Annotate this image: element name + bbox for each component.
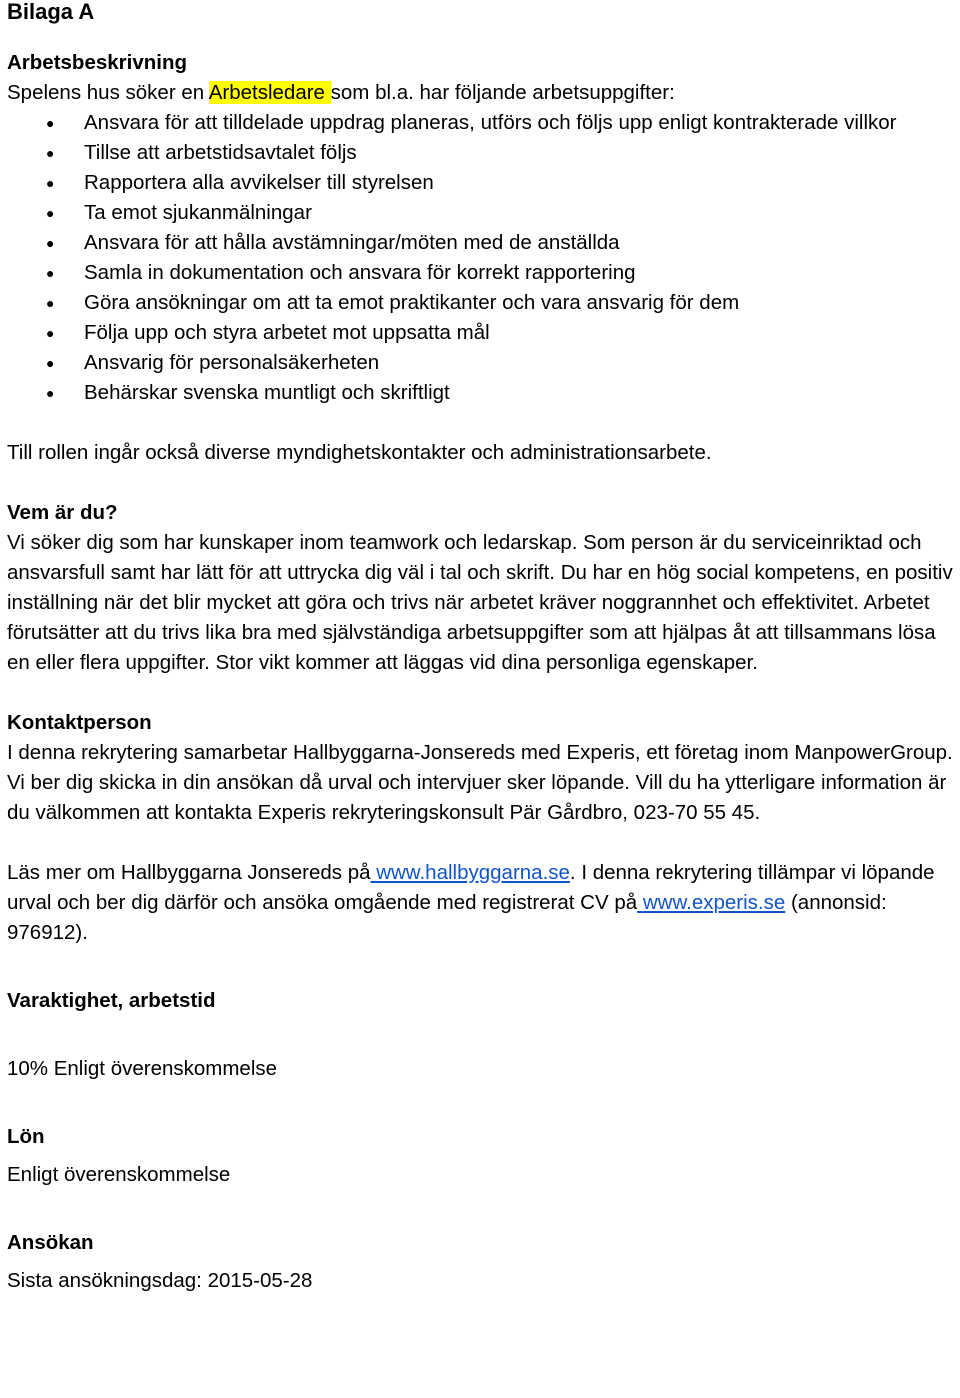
spacer: [7, 1084, 960, 1122]
duration-section: [7, 986, 960, 1084]
contact-section: [7, 708, 960, 948]
list-item: ● Rapportera alla avvikelser till styrelsen: [7, 168, 960, 198]
bullet-icon: ●: [46, 295, 55, 311]
job-intro-post: som bl.a. har följande arbetsuppgifter:: [330, 81, 675, 104]
application-section: [7, 1228, 960, 1296]
list-item: ● Samla in dokumentation och ansvara för korrekt rapportering: [7, 258, 960, 288]
hallbyggarna-link[interactable]: www.hallbyggarna.se: [370, 861, 570, 884]
read-more: Läs mer om Hallbyggarna Jonsereds på www.hallbyggarna.se. I denna rekrytering tillämpar vi löpande urval och ber dig därför och ansöka omgående med registrerat CV på www.experis.se (annonsid: 976912).: [7, 861, 935, 944]
list-item: ● Ansvara för att hålla avstämningar/möten med de anställda: [7, 228, 960, 258]
list-item: ● Följa upp och styra arbetet mot uppsatta mål: [7, 318, 960, 348]
bullet-icon: ●: [46, 175, 55, 191]
spacer: [7, 1152, 960, 1160]
bullet-icon: ●: [46, 385, 55, 401]
salary-text: Enligt överenskommelse: [7, 1163, 231, 1186]
bullet-icon: ●: [46, 355, 55, 371]
spacer: [7, 468, 960, 498]
bullet-icon: ●: [46, 145, 55, 161]
salary-section: [7, 1122, 960, 1190]
document-title: Bilaga A: [7, 0, 95, 24]
contact-heading: Kontaktperson: [7, 711, 152, 734]
bullet-icon: ●: [46, 265, 55, 281]
experis-link[interactable]: www.experis.se: [642, 891, 786, 914]
application-heading: Ansökan: [7, 1231, 94, 1254]
spacer: [7, 948, 960, 986]
list-item: ● Ansvarig för personalsäkerheten: [7, 348, 960, 378]
spacer: [7, 1258, 960, 1266]
duration-text: 10% Enligt överenskommelse: [7, 1057, 278, 1080]
job-role-highlight: Arbetsledare: [208, 81, 331, 104]
list-item: ● Tillse att arbetstidsavtalet följs: [7, 138, 960, 168]
who-heading: Vem är du?: [7, 501, 118, 524]
task-list: [7, 108, 960, 408]
bullet-icon: ●: [46, 235, 55, 251]
duration-heading: Varaktighet, arbetstid: [7, 989, 216, 1012]
bullet-icon: ●: [46, 205, 55, 221]
job-intro: [7, 78, 960, 108]
bullet-icon: ●: [46, 325, 55, 341]
job-intro-pre: Spelens hus söker en: [7, 81, 209, 104]
list-item: ● Behärskar svenska muntligt och skriftligt: [7, 378, 960, 408]
contact-text: I denna rekrytering samarbetar Hallbyggarna-Jonsereds med Experis, ett företag inom ManpowerGroup. Vi ber dig skicka in din ansökan då urval och intervjuer sker löpande. Vill du ha ytterligare information är du välkommen att kontakta Experis rekryteringskonsult Pär Gårdbro, 023-70 55 45.: [7, 741, 953, 824]
spacer: [7, 1190, 960, 1228]
job-description-section: [7, 48, 960, 468]
application-deadline: Sista ansökningsdag: 2015-05-28: [7, 1269, 313, 1292]
list-item: ● Ansvara för att tilldelade uppdrag planeras, utförs och följs upp enligt kontrakterade villkor: [7, 108, 960, 138]
spacer: [7, 678, 960, 708]
who-text: Vi söker dig som har kunskaper inom teamwork och ledarskap. Som person är du serviceinriktad och ansvarsfull samt har lätt för att uttrycka dig väl i tal och skrift. Du har en hög social kompetens, en positiv inställning när det blir mycket att göra och trivs när arbetet kräver noggrannhet och effektivitet. Arbetet förutsätter att du trivs lika bra med självständiga arbetsuppgifter som att hjälpas åt att tillsammans lösa en eller flera uppgifter. Stor vikt kommer att läggas vid dina personliga egenskaper.: [7, 531, 953, 674]
job-extra: Till rollen ingår också diverse myndighetskontakter och administrationsarbete.: [7, 441, 712, 464]
bullet-icon: ●: [46, 115, 55, 131]
who-section: [7, 498, 960, 678]
list-item: ● Ta emot sjukanmälningar: [7, 198, 960, 228]
spacer: [7, 408, 960, 438]
salary-heading: Lön: [7, 1125, 45, 1148]
spacer: [7, 1016, 960, 1054]
spacer: [7, 828, 960, 858]
job-description-heading: Arbetsbeskrivning: [7, 51, 187, 74]
list-item: ● Göra ansökningar om att ta emot praktikanter och vara ansvarig för dem: [7, 288, 960, 318]
